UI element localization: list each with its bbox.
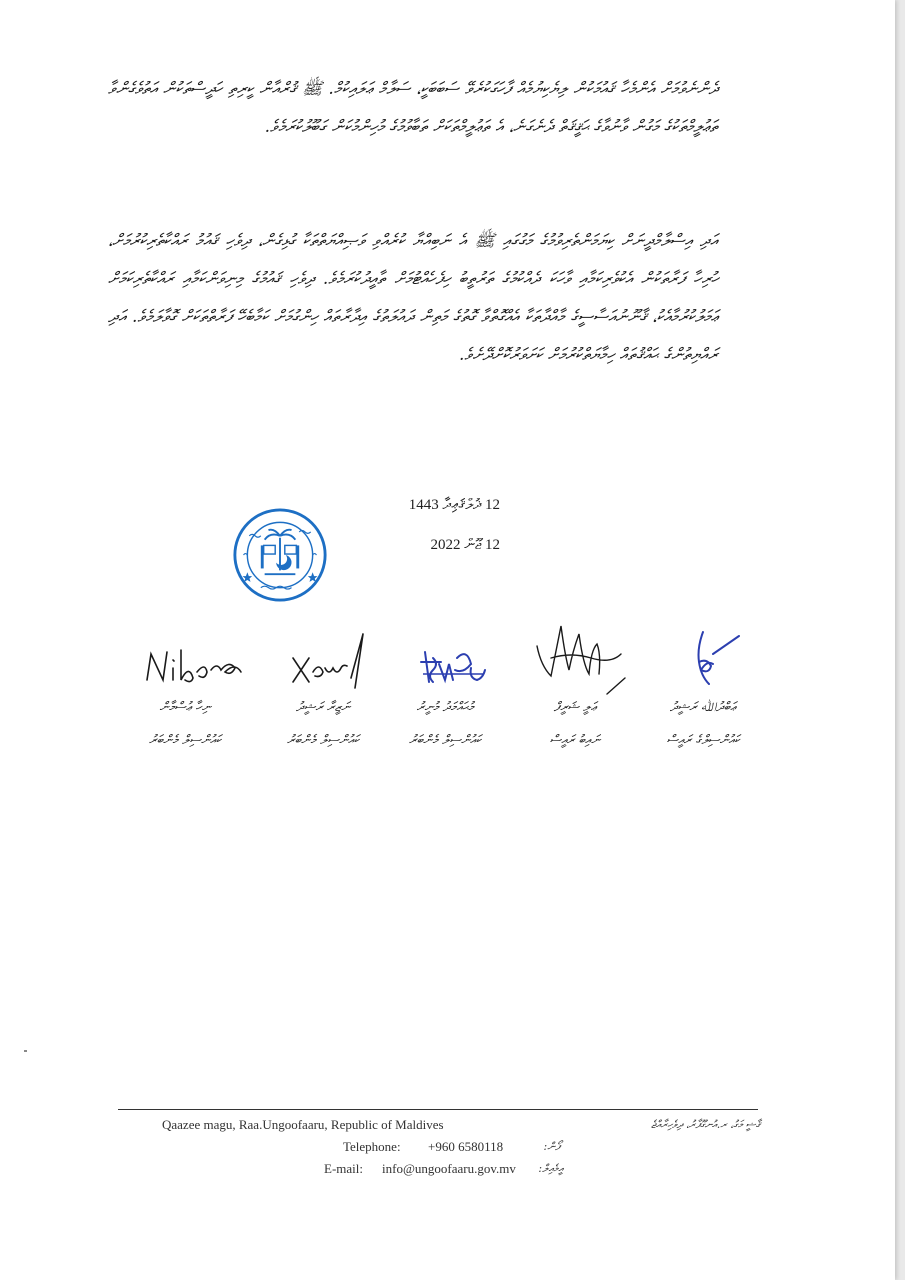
footer-email-label: E-mail: — [324, 1161, 363, 1176]
footer-phone-label: Telephone: — [343, 1139, 401, 1154]
signatory-name: ޢަބްދުﷲ ރަޝީދު — [669, 700, 737, 715]
footer-divider — [118, 1109, 758, 1110]
footer-email-link[interactable]: info@ungoofaaru.gov.mv — [382, 1161, 516, 1176]
body-paragraph-1: ދެންނެވުމަށް އެންމެހާ ޤައުމަކުން ލިޔެކިޔުމެއް ފާހަގަކުރެވޭ ސަބަބަކީ، ސަލާމް ޢަލައިކުމް. ﷺ ޤުރްއާން ކީރިތި ހަދީސްތަކުން އަތުވެގެންވާ ތަޢުލީމްތަކުގެ މަގުން ވާނުވާގެ ޙަޤީޤަތް ދެނެގަނެ، އެ ތަޢުލީމްތަކަށް ތަބާވުމުގެ މުހިންމުކަން ގަބޫލުކުރަމެވެ. — [108, 79, 718, 137]
footer-address-dhivehi: ޤާޟީ މަގު، ރ.އުނގޫފާރު، ދިވެހިރާއްޖެ — [650, 1118, 760, 1131]
handwritten-signature-icon — [643, 618, 763, 698]
body-paragraph-2: އަދި އިސްލާމްދީނަށް ކިޔަމަންތެރިވުމުގެ މަގުގައި ﷺ އެ ނަބިއްޔާ ކުރެއްވި ވަޞިއްޔަތްތަކާ ގުޅިގެން، ދިވެހި ޤައުމު ރައްކާތެރިކުރުމަށް، ހުރިހާ ފަރާތަކުން އެކުވެރިކަމާއި ވާހަކަ ދެއްކުމުގެ ތަރުތީބު ހިފެހެއްޓުމަށް ތާއީދުކުރަމެވެ. ދިވެހި ޤައުމުގެ މިނިވަންކަމާއި ރައްކާތެރިކަމަށް ޢަމަލުކުރުމާއެކު، ޤާނޫނުއަސާސީގެ މާއްދާތަކާ އެއްގޮތްވާ ގޮތުގެ މަތިން ދައުލަތުގެ އިދާރާތައް ހިންގުމަށް ކަމާބެހޭ ފަރާތްތަކަށް ގޮވާލަމެވެ. އަދި ރައްޔިތުންގެ ޙައްޤުތައް ހިމާޔަތްކުރުމަށް ކަށަވަރުކޮށްދޭށެވެ. — [108, 231, 718, 365]
handwritten-signature-icon — [125, 628, 245, 698]
signatory-name: ނިހާ ޢުސްމާން — [159, 700, 211, 715]
date-hijri: 12 ޛުލްޤަޢިދާ 1443 — [408, 497, 500, 513]
signature-block-5 — [628, 618, 778, 748]
council-seal-icon — [232, 507, 328, 603]
footer-phone-label-dhivehi: ފޯން: — [543, 1140, 560, 1153]
signatory-title: ނައިބު ރައީސް — [549, 733, 601, 748]
scan-artifact — [24, 1050, 27, 1052]
signature-block-3 — [370, 628, 520, 748]
handwritten-signature-icon — [385, 628, 505, 698]
signatory-title: ކައުންސިލް މެންބަރު — [409, 733, 481, 748]
footer-address: Qaazee magu, Raa.Ungoofaaru, Republic of Maldives — [162, 1117, 444, 1132]
footer-email-label-dhivehi: އީމެއިލް: — [538, 1162, 563, 1175]
handwritten-signature-icon — [263, 628, 383, 698]
signatory-title: ކައުންސިލް މެންބަރު — [149, 733, 221, 748]
signatory-name: ޢަލީ ޝަރީފް — [553, 700, 597, 715]
signatory-name: ނަޒީރާ ރަޝީދު — [296, 700, 350, 715]
handwritten-signature-icon — [515, 618, 635, 698]
footer-phone: +960 6580118 — [428, 1139, 504, 1154]
signatory-title: ކައުންސިލް މެންބަރު — [287, 733, 359, 748]
signatory-title: ކައުންސިލްގެ ރައީސް — [666, 733, 740, 748]
signatory-name: މުޙައްމަދު މުނީރު — [416, 700, 474, 715]
date-gregorian: 12 ޖޫން 2022 — [430, 537, 500, 553]
signature-block-1 — [110, 628, 260, 748]
